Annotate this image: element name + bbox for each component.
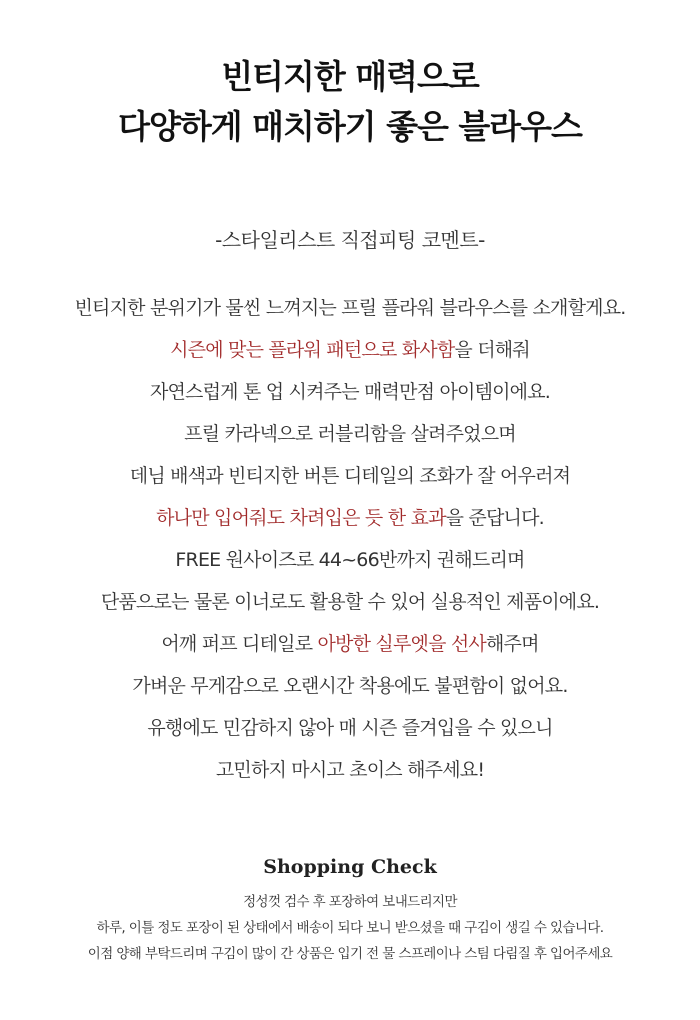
description-line bbox=[0, 623, 700, 665]
description-line bbox=[0, 413, 700, 455]
headline-line-2: 다양하게 매치하기 좋은 블라우스 bbox=[118, 107, 582, 146]
shopping-check-note: 정성껏 검수 후 포장하여 보내드리지만 bbox=[243, 894, 457, 910]
description-line bbox=[0, 539, 700, 581]
shopping-check-title: Shopping Check bbox=[263, 856, 437, 878]
description-text: 프릴 카라넥으로 러블리함을 살려주었으며 bbox=[184, 423, 516, 445]
description-text: 을 더해줘 bbox=[454, 339, 530, 361]
description-text: 유행에도 민감하지 않아 매 시즌 즐겨입을 수 있으니 bbox=[147, 717, 553, 739]
description-line bbox=[0, 455, 700, 497]
description-line bbox=[0, 329, 700, 371]
description-text: 자연스럽게 톤 업 시켜주는 매력만점 아이템이에요. bbox=[149, 381, 551, 403]
description-line bbox=[0, 707, 700, 749]
description-text: 해주며 bbox=[485, 633, 539, 655]
description-line bbox=[0, 665, 700, 707]
highlight-text: 아방한 실루엣을 선사 bbox=[317, 633, 486, 655]
description-line bbox=[0, 371, 700, 413]
description-text: 어깨 퍼프 디테일로 bbox=[161, 633, 318, 655]
description-text: 을 준답니다. bbox=[445, 507, 544, 529]
description-body bbox=[0, 287, 700, 791]
description-line bbox=[0, 749, 700, 791]
description-text: 가벼운 무게감으로 오랜시간 착용에도 불편함이 없어요. bbox=[132, 675, 568, 697]
description-text: 데님 배색과 빈티지한 버튼 디테일의 조화가 잘 어우러져 bbox=[129, 465, 571, 487]
description-text: 빈티지한 분위기가 물씬 느껴지는 프릴 플라워 블라우스를 소개할게요. bbox=[74, 297, 626, 319]
description-text: FREE 원사이즈로 44~66반까지 권해드리며 bbox=[175, 549, 525, 571]
description-line bbox=[0, 497, 700, 539]
headline bbox=[0, 52, 700, 152]
shopping-check-note: 이점 양해 부탁드리며 구김이 많이 간 상품은 입기 전 물 스프레이나 스팀 다림질 후 입어주세요 bbox=[87, 946, 613, 962]
highlight-text: 하나만 입어줘도 차려입은 듯 한 효과 bbox=[156, 507, 446, 529]
description-text: 단품으로는 물론 이너로도 활용할 수 있어 실용적인 제품이에요. bbox=[100, 591, 600, 613]
headline-line-1: 빈티지한 매력으로 bbox=[221, 57, 479, 96]
shopping-check-note: 하루, 이틀 정도 포장이 된 상태에서 배송이 되다 보니 받으셨을 때 구김이 생길 수 있습니다. bbox=[96, 920, 604, 936]
description-text: 고민하지 마시고 초이스 해주세요! bbox=[215, 759, 485, 781]
stylist-comment-heading: -스타일리스트 직접피팅 코멘트- bbox=[215, 228, 485, 252]
highlight-text: 시즌에 맞는 플라워 패턴으로 화사함 bbox=[170, 339, 455, 361]
description-line bbox=[0, 287, 700, 329]
description-line bbox=[0, 581, 700, 623]
shopping-check-notes bbox=[0, 889, 700, 967]
